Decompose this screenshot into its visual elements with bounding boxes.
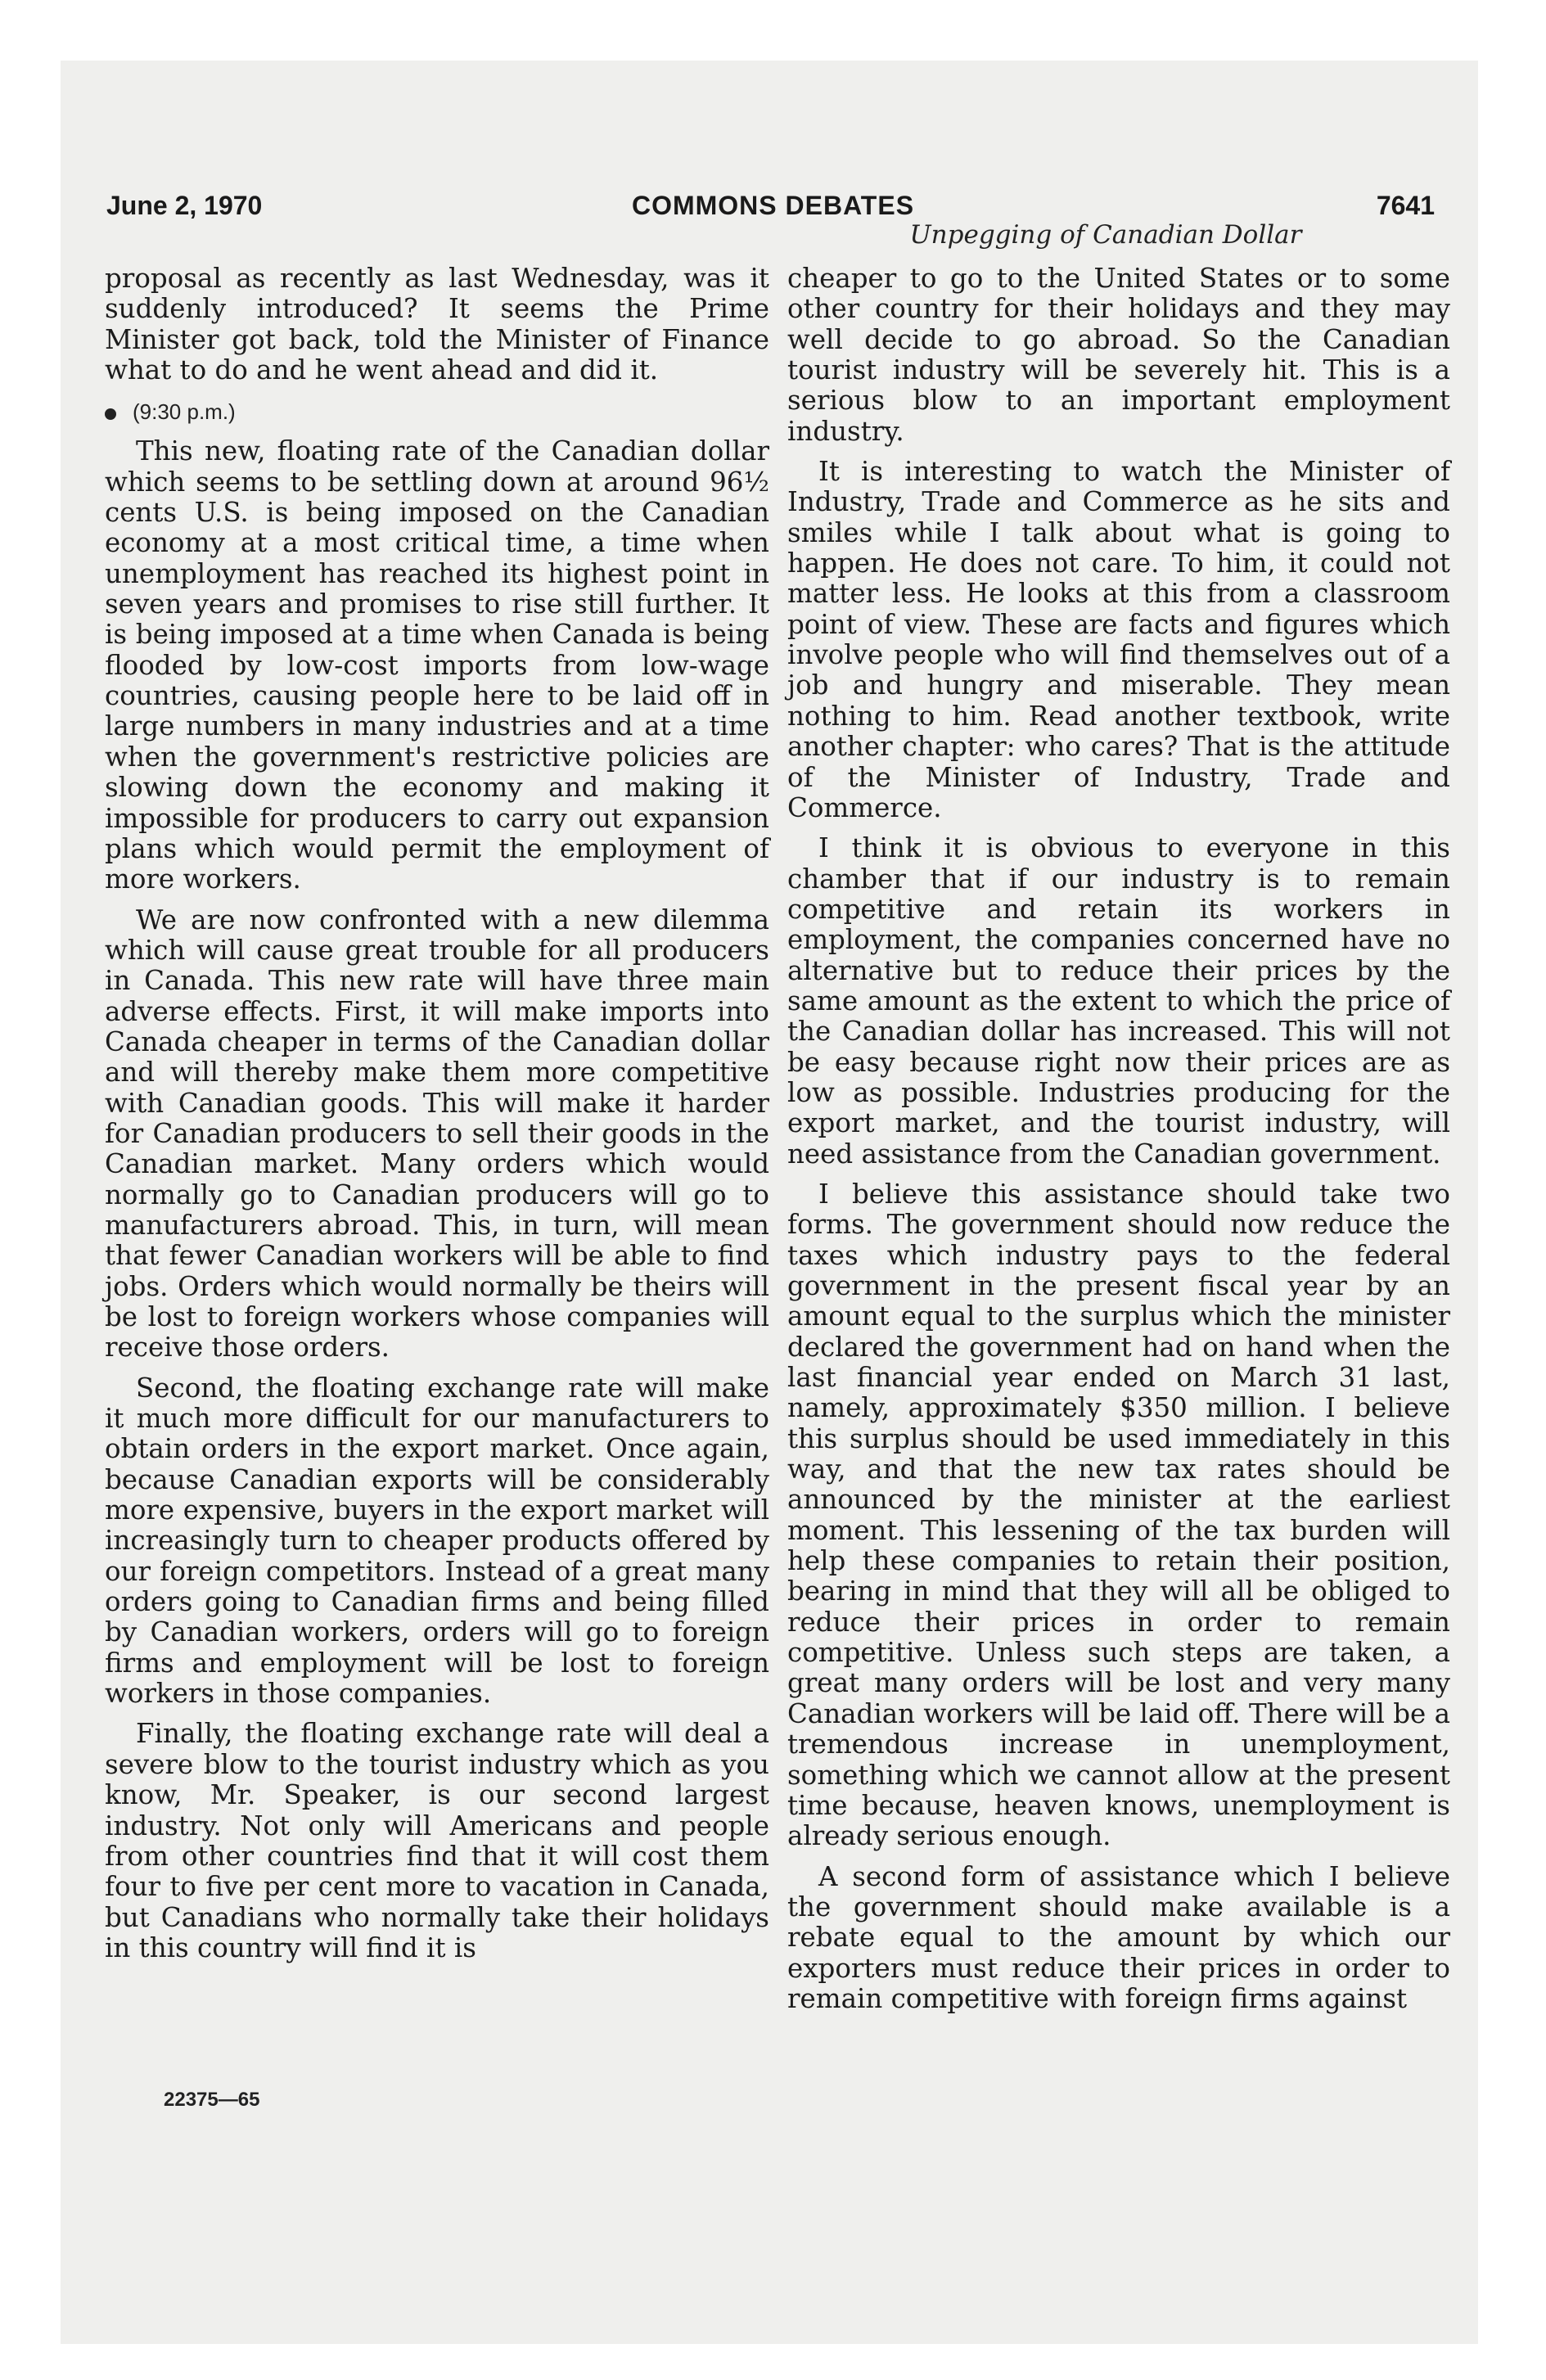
paragraph: I believe this assistance should take two forms. The government should now reduce the taxes which industry pays to the federal government in the present fiscal year by an amount equal to the surplus which the minister declared the government had on hand when the last financial year ended on March 31 last, namely, approximately $350 million. I believe this surplus should be used immediately in this way, and that the new tax rates should be announced by the minister at the earliest moment. This lessening of the tax burden will help these companies to retain their position, bearing in mind that they will all be obliged to reduce their prices in order to remain competitive. Unless such steps are taken, a great many orders will be lost and very many Canadian workers will be laid off. There will be a tremendous increase in unemployment, something which we cannot allow at the present time because, heaven knows, unemployment is already serious enough. [787, 1178, 1450, 1852]
left-column [105, 264, 769, 1973]
time-marker [105, 395, 769, 428]
right-column [787, 264, 1450, 2024]
section-subtitle: Unpegging of Canadian Dollar [909, 220, 1302, 250]
paragraph: cheaper to go to the United States or to some other country for their holidays and they may well decide to go abroad. So the Canadian tourist industry will be severely hit. This is a serious blow to an important employment industry. [787, 263, 1450, 447]
paragraph: A second form of assistance which I believe the government should make available is a rebate equal to the amount by which our exporters must reduce their prices in order to remain competitive with foreign firms against [787, 1860, 1450, 2014]
paragraph: We are now confronted with a new dilemma which will cause great trouble for all producers in Canada. This new rate will have three main adverse effects. First, it will make imports into Canada cheaper in terms of the Canadian dollar and will thereby make them more competitive with Canadian goods. This will make it harder for Canadian producers to sell their goods in the Canadian market. Many orders which would normally go to Canadian producers will go to manufacturers abroad. This, in turn, will mean that fewer Canadian workers will be able to find jobs. Orders which would normally be theirs will be lost to foreign workers whose companies will receive those orders. [105, 904, 769, 1364]
page-date: June 2, 1970 [106, 191, 263, 220]
paragraph: Second, the floating exchange rate will make it much more difficult for our manufacturers to obtain orders in the export market. Once again, because Canadian exports will be considerably more expensive, buyers in the export market will increasingly turn to cheaper products offered by our foreign competitors. Instead of a great many orders going to Canadian firms and being filled by Canadian workers, orders will go to foreign firms and employment will be lost to foreign workers in those companies. [105, 1372, 769, 1710]
paragraph: Finally, the floating exchange rate will deal a severe blow to the tourist industry which as you know, Mr. Speaker, is our second largest industry. Not only will Americans and people from other countries find that it will cost them four to five per cent more to vacation in Canada, but Canadians who normally take their holidays in this country will find it is [105, 1718, 769, 1963]
paragraph: proposal as recently as last Wednesday, was it suddenly introduced? It seems the Prime Minister got back, told the Minister of Finance what to do and he went ahead and did it. [105, 263, 769, 386]
paragraph: It is interesting to watch the Minister of Industry, Trade and Commerce as he sits and smiles while I talk about what is going to happen. He does not care. To him, it could not matter less. He looks at this from a classroom point of view. These are facts and figures which involve people who will find themselves out of a job and hungry and miserable. They mean nothing to him. Read another textbook, write another chapter: who cares? That is the attitude of the Minister of Industry, Trade and Commerce. [787, 456, 1450, 823]
bullet-icon [105, 408, 116, 420]
paragraph: I think it is obvious to everyone in this chamber that if our industry is to remain competitive and retain its workers in employment, the companies concerned have no alternative but to reduce their prices by the same amount as the extent to which the price of the Canadian dollar has increased. This will not be easy because right now their prices are as low as possible. Industries producing for the export market, and the tourist industry, will need assistance from the Canadian government. [787, 832, 1450, 1170]
footer-code: 22375—65 [164, 2089, 260, 2111]
time-marker-text: (9:30 p.m.) [133, 399, 236, 425]
page-number: 7641 [1376, 191, 1435, 220]
page-title: COMMONS DEBATES [631, 191, 915, 220]
paragraph: This new, floating rate of the Canadian dollar which seems to be settling down at around 96½ cents U.S. is being imposed on the Canadian economy at a most critical time, a time when unemployment has reached its highest point in seven years and promises to rise still further. It is being imposed at a time when Canada is being flooded by low-cost imports from low-wage countries, causing people here to be laid off in large numbers in many industries and at a time when the government's restrictive policies are slowing down the economy and making it impossible for producers to carry out expansion plans which would permit the employment of more workers. [105, 435, 769, 895]
